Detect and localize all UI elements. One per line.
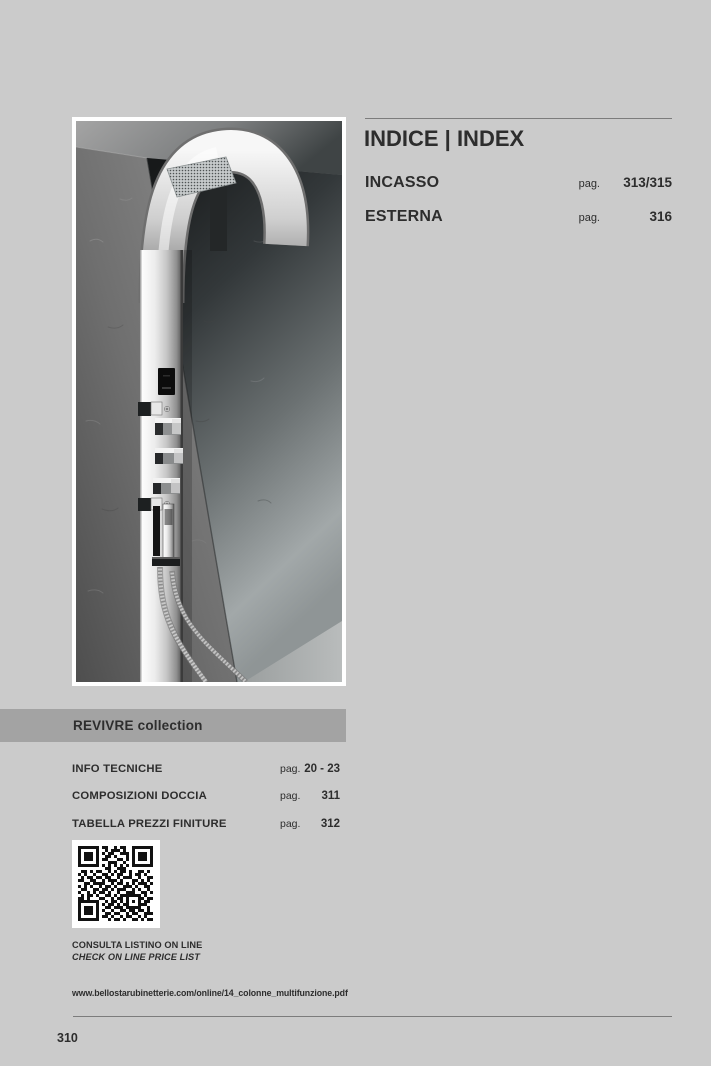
collection-item-label: INFO TECNICHE bbox=[72, 763, 163, 775]
qr-modules bbox=[78, 846, 154, 921]
price-list-url: www.bellostarubinetterie.com/online/14_colonne_multifunzione.pdf bbox=[72, 988, 348, 998]
note-english: CHECK ON LINE PRICE LIST bbox=[72, 951, 200, 962]
index-item-label: INCASSO bbox=[365, 174, 440, 191]
pag-label: pag. bbox=[280, 763, 301, 775]
pag-label: pag. bbox=[578, 212, 600, 224]
product-photo bbox=[72, 117, 346, 686]
control-knob bbox=[155, 448, 183, 464]
collection-item-label: COMPOSIZIONI DOCCIA bbox=[72, 790, 207, 802]
collection-row-tabella-prezzi bbox=[72, 818, 340, 830]
qr-code bbox=[72, 840, 160, 928]
control-knob bbox=[155, 418, 181, 435]
note-italian: CONSULTA LISTINO ON LINE bbox=[72, 940, 203, 950]
index-item-label: ESTERNA bbox=[365, 208, 443, 225]
collection-row-info-tecniche bbox=[72, 763, 340, 775]
collection-item-page: 20 - 23 bbox=[304, 763, 340, 775]
collection-banner-label: REVIVRE collection bbox=[73, 718, 203, 733]
collection-item-label: TABELLA PREZZI FINITURE bbox=[72, 818, 227, 830]
mounting-plate bbox=[210, 179, 227, 251]
collection-banner bbox=[0, 709, 346, 742]
index-title: INDICE | INDEX bbox=[364, 126, 525, 151]
pag-label: pag. bbox=[578, 178, 600, 190]
collection-row-composizioni-doccia bbox=[72, 790, 340, 802]
index-rule bbox=[365, 118, 672, 119]
pag-label: pag. bbox=[280, 818, 301, 830]
shower-scene bbox=[76, 121, 342, 682]
index-row-incasso bbox=[365, 174, 672, 192]
page-number: 310 bbox=[57, 1031, 78, 1045]
control-knob bbox=[153, 478, 180, 494]
index-item-page: 313/315 bbox=[623, 175, 672, 190]
column-display bbox=[158, 368, 175, 395]
price-list-note bbox=[72, 940, 202, 963]
collection-item-page: 311 bbox=[321, 790, 340, 802]
index-row-esterna bbox=[365, 208, 672, 226]
footer-rule bbox=[73, 1016, 672, 1017]
pag-label: pag. bbox=[280, 790, 301, 802]
index-item-page: 316 bbox=[649, 209, 672, 224]
collection-item-page: 312 bbox=[320, 818, 340, 830]
